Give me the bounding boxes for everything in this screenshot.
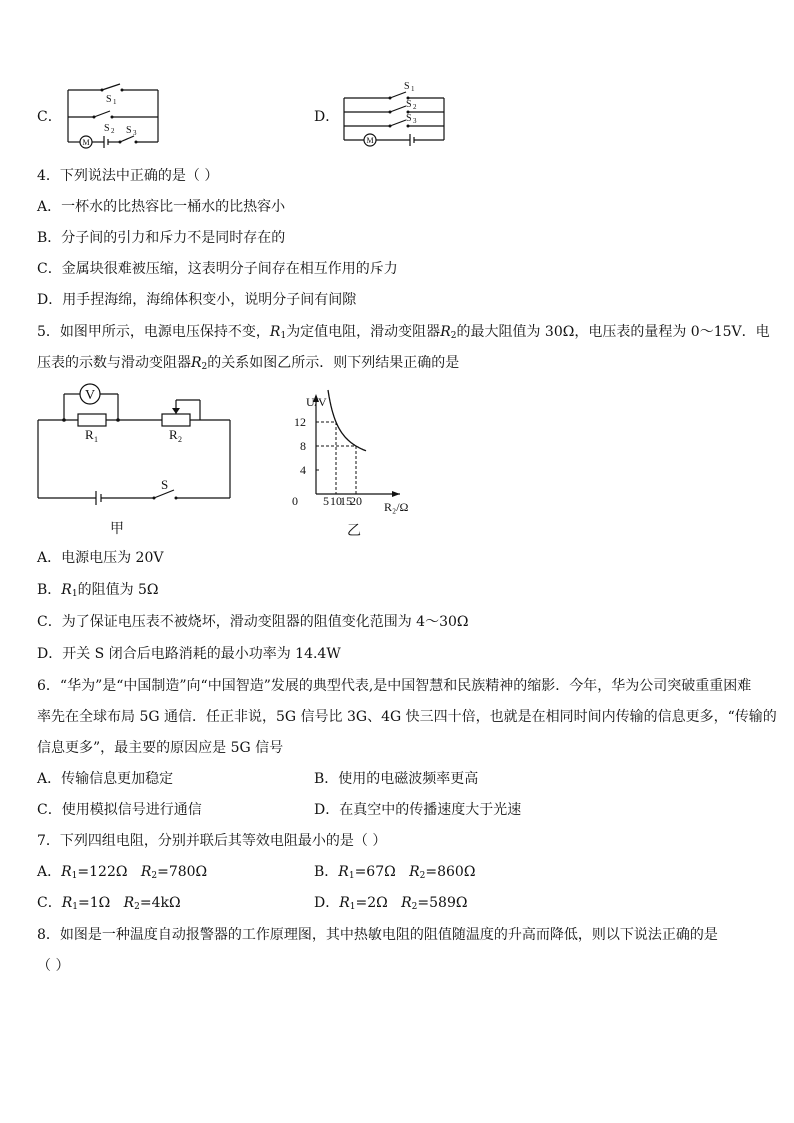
svg-text:3: 3 bbox=[413, 117, 417, 125]
svg-text:2: 2 bbox=[413, 103, 417, 111]
graph-xlabel: R₂/Ω bbox=[384, 500, 409, 514]
circuit-diagram-d bbox=[340, 80, 450, 152]
svg-text:V: V bbox=[85, 388, 96, 403]
circuit-diagram-jia bbox=[36, 380, 236, 505]
svg-text:S: S bbox=[104, 123, 110, 134]
svg-text:1: 1 bbox=[411, 85, 415, 93]
q7-stem: 7．下列四组电阻，分别并联后其等效电阻最小的是（ ） bbox=[37, 833, 387, 849]
svg-text:S: S bbox=[126, 125, 132, 136]
q5-option-c: C．为了保证电压表不被烧坏，滑动变阻器的阻值变化范围为 4～30Ω bbox=[37, 614, 469, 630]
figure-jia-caption: 甲 bbox=[110, 521, 124, 537]
figure-yi-caption: 乙 bbox=[347, 523, 361, 539]
q5-option-d: D．开关 S 闭合后电路消耗的最小功率为 14.4W bbox=[37, 646, 341, 662]
svg-text:S: S bbox=[406, 113, 412, 124]
svg-text:M: M bbox=[82, 138, 90, 147]
x-tick-label: 15 bbox=[340, 494, 352, 508]
graph-ylabel: U/V bbox=[306, 395, 327, 409]
svg-text:M: M bbox=[366, 136, 374, 145]
x-tick-label: 10 bbox=[330, 494, 342, 508]
q7-option-b: B．$R_1=67\Omega$ $R_2=860\Omega$ bbox=[314, 864, 476, 881]
svg-text:3: 3 bbox=[133, 129, 137, 137]
svg-text:S: S bbox=[404, 81, 410, 92]
circuit-diagram-c bbox=[64, 80, 164, 150]
svg-text:R: R bbox=[169, 427, 178, 442]
q4-stem: 4．下列说法中正确的是（ ） bbox=[37, 168, 219, 184]
q7-option-d: D．$R_1=2\Omega$ $R_2=589\Omega$ bbox=[314, 895, 468, 912]
option-c-label: C． bbox=[37, 109, 62, 125]
svg-text:S: S bbox=[406, 99, 412, 110]
x-tick-label: 5 bbox=[323, 494, 329, 508]
y-tick-label: 12 bbox=[294, 415, 306, 429]
voltage-resistance-graph bbox=[280, 390, 430, 520]
q5-stem-line2: 压表的示数与滑动变阻器$R_2$的关系如图乙所示．则下列结果正确的是 bbox=[37, 355, 460, 372]
option-d-label: D． bbox=[314, 109, 340, 125]
q5-option-b: B．$R_1$的阻值为 5Ω bbox=[37, 582, 159, 599]
q8-stem-line2: （ ） bbox=[37, 958, 70, 974]
q6-option-b: B．使用的电磁波频率更高 bbox=[314, 771, 479, 787]
q4-option-a: A．一杯水的比热容比一桶水的比热容小 bbox=[37, 199, 286, 215]
q4-option-d: D．用手捏海绵，海绵体积变小，说明分子间有间隙 bbox=[37, 292, 357, 308]
series-line bbox=[328, 390, 366, 451]
q4-option-b: B．分子间的引力和斥力不是同时存在的 bbox=[37, 230, 286, 246]
q6-stem-line2: 率先在全球布局 5G 通信．任正非说，5G 信号比 3G、4G 快三四十倍，也就是在相同时间内传输的信息更多，“传输的 bbox=[37, 709, 777, 725]
svg-text:2: 2 bbox=[178, 435, 182, 444]
svg-text:1: 1 bbox=[94, 435, 98, 444]
svg-text:2: 2 bbox=[111, 127, 115, 135]
q7-option-c: C．$R_1=1\Omega$ $R_2=4k\Omega$ bbox=[37, 895, 181, 912]
y-tick-label: 4 bbox=[300, 463, 306, 477]
q4-option-c: C．金属块很难被压缩，这表明分子间存在相互作用的斥力 bbox=[37, 261, 398, 277]
graph-origin: 0 bbox=[292, 494, 298, 508]
svg-text:R: R bbox=[85, 427, 94, 442]
y-tick-label: 8 bbox=[300, 439, 306, 453]
q5-option-a: A．电源电压为 20V bbox=[37, 550, 164, 566]
q6-option-c: C．使用模拟信号进行通信 bbox=[37, 802, 202, 818]
svg-text:S: S bbox=[161, 477, 169, 492]
svg-text:S: S bbox=[106, 94, 112, 105]
q6-option-d: D．在真空中的传播速度大于光速 bbox=[314, 802, 522, 818]
q6-stem-line1: 6．“华为”是“中国制造”向“中国智造”发展的典型代表,是中国智慧和民族精神的缩影．今年，华为公司突破重重困难 bbox=[37, 678, 752, 694]
svg-text:1: 1 bbox=[113, 98, 117, 106]
q6-option-a: A．传输信息更加稳定 bbox=[37, 771, 174, 787]
q5-stem-line1: 5．如图甲所示，电源电压保持不变，$R_1$为定值电阻，滑动变阻器$R_2$的最大阻值为 30Ω，电压表的量程为 0～15V．电 bbox=[37, 324, 770, 341]
q7-option-a: A．$R_1=122\Omega$ $R_2=780\Omega$ bbox=[37, 864, 208, 881]
q6-stem-line3: 信息更多”，最主要的原因应是 5G 信号 bbox=[37, 740, 284, 756]
q8-stem-line1: 8．如图是一种温度自动报警器的工作原理图，其中热敏电阻的阻值随温度的升高而降低，则以下说法正确的是 bbox=[37, 927, 718, 943]
x-tick-label: 20 bbox=[350, 494, 362, 508]
